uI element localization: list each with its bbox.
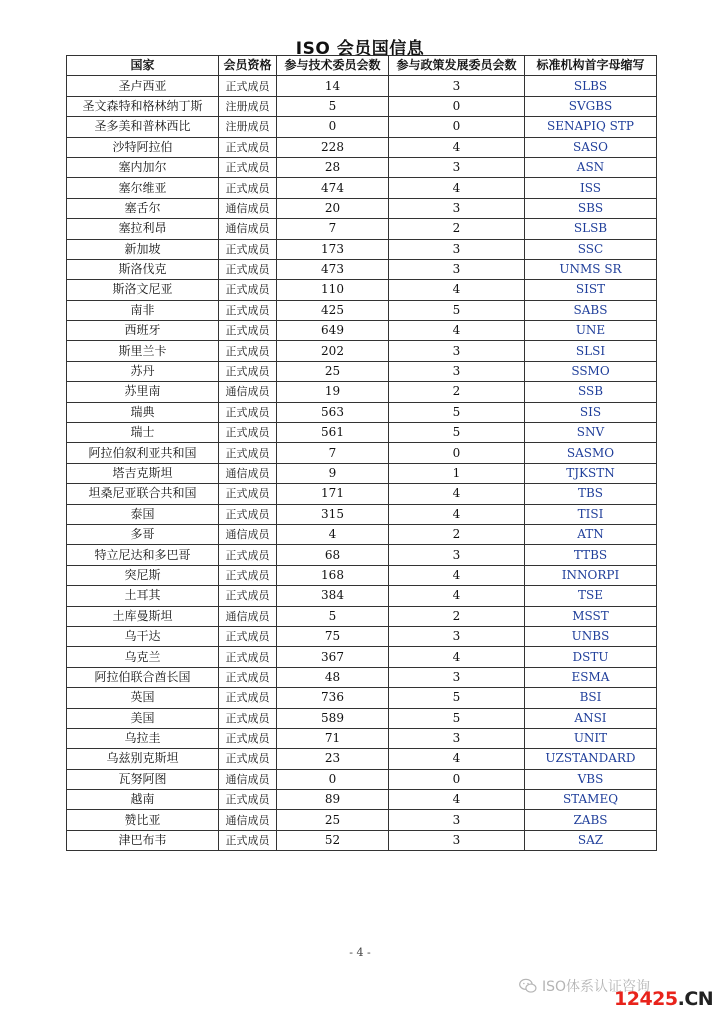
membership-cell: 正式成员 xyxy=(219,586,277,606)
technical-committees-cell: 168 xyxy=(277,565,389,585)
table-row xyxy=(67,361,657,381)
country-cell: 坦桑尼亚联合共和国 xyxy=(67,484,219,504)
country-cell: 新加坡 xyxy=(67,239,219,259)
abbreviation-cell: SIST xyxy=(525,280,657,300)
table-row xyxy=(67,178,657,198)
technical-committees-cell: 173 xyxy=(277,239,389,259)
technical-committees-cell: 23 xyxy=(277,749,389,769)
technical-committees-cell: 89 xyxy=(277,790,389,810)
membership-cell: 正式成员 xyxy=(219,259,277,279)
policy-committees-cell: 4 xyxy=(389,178,525,198)
technical-committees-cell: 589 xyxy=(277,708,389,728)
policy-committees-cell: 4 xyxy=(389,790,525,810)
membership-cell: 正式成员 xyxy=(219,178,277,198)
membership-cell: 正式成员 xyxy=(219,688,277,708)
table-row xyxy=(67,708,657,728)
membership-cell: 正式成员 xyxy=(219,443,277,463)
abbreviation-cell: UNIT xyxy=(525,728,657,748)
policy-committees-cell: 5 xyxy=(389,423,525,443)
membership-cell: 正式成员 xyxy=(219,361,277,381)
abbreviation-cell: INNORPI xyxy=(525,565,657,585)
country-cell: 塞内加尔 xyxy=(67,157,219,177)
table-row xyxy=(67,300,657,320)
technical-committees-cell: 9 xyxy=(277,463,389,483)
abbreviation-cell: SSB xyxy=(525,382,657,402)
abbreviation-cell: ESMA xyxy=(525,667,657,687)
policy-committees-cell: 4 xyxy=(389,321,525,341)
membership-cell: 正式成员 xyxy=(219,300,277,320)
country-cell: 乌兹别克斯坦 xyxy=(67,749,219,769)
abbreviation-cell: SVGBS xyxy=(525,96,657,116)
country-cell: 阿拉伯叙利亚共和国 xyxy=(67,443,219,463)
table-row xyxy=(67,280,657,300)
table-row xyxy=(67,728,657,748)
membership-cell: 通信成员 xyxy=(219,810,277,830)
table-row xyxy=(67,606,657,626)
table-row xyxy=(67,790,657,810)
membership-cell: 正式成员 xyxy=(219,280,277,300)
table-row xyxy=(67,402,657,422)
policy-committees-cell: 4 xyxy=(389,280,525,300)
abbreviation-cell: DSTU xyxy=(525,647,657,667)
membership-cell: 正式成员 xyxy=(219,137,277,157)
technical-committees-cell: 0 xyxy=(277,769,389,789)
table-row xyxy=(67,688,657,708)
membership-cell: 通信成员 xyxy=(219,463,277,483)
policy-committees-cell: 3 xyxy=(389,198,525,218)
page-number: - 4 - xyxy=(349,946,371,959)
country-cell: 斯洛文尼亚 xyxy=(67,280,219,300)
membership-cell: 正式成员 xyxy=(219,504,277,524)
membership-cell: 通信成员 xyxy=(219,219,277,239)
technical-committees-cell: 367 xyxy=(277,647,389,667)
technical-committees-cell: 171 xyxy=(277,484,389,504)
membership-cell: 通信成员 xyxy=(219,769,277,789)
country-cell: 越南 xyxy=(67,790,219,810)
header-policy-committees: 参与政策发展委员会数 xyxy=(389,56,525,76)
table-row xyxy=(67,259,657,279)
technical-committees-cell: 110 xyxy=(277,280,389,300)
table-row xyxy=(67,96,657,116)
policy-committees-cell: 5 xyxy=(389,402,525,422)
membership-cell: 正式成员 xyxy=(219,321,277,341)
policy-committees-cell: 3 xyxy=(389,667,525,687)
country-cell: 塞舌尔 xyxy=(67,198,219,218)
policy-committees-cell: 0 xyxy=(389,117,525,137)
header-membership: 会员资格 xyxy=(219,56,277,76)
country-cell: 赞比亚 xyxy=(67,810,219,830)
abbreviation-cell: UNBS xyxy=(525,626,657,646)
country-cell: 苏里南 xyxy=(67,382,219,402)
country-cell: 斯洛伐克 xyxy=(67,259,219,279)
membership-cell: 正式成员 xyxy=(219,484,277,504)
policy-committees-cell: 1 xyxy=(389,463,525,483)
table-row xyxy=(67,423,657,443)
membership-cell: 正式成员 xyxy=(219,157,277,177)
abbreviation-cell: VBS xyxy=(525,769,657,789)
table-row xyxy=(67,219,657,239)
table-body xyxy=(67,76,657,851)
header-abbreviation: 标准机构首字母缩写 xyxy=(525,56,657,76)
table-row xyxy=(67,667,657,687)
table-row xyxy=(67,810,657,830)
technical-committees-cell: 20 xyxy=(277,198,389,218)
abbreviation-cell: SSC xyxy=(525,239,657,259)
technical-committees-cell: 384 xyxy=(277,586,389,606)
technical-committees-cell: 473 xyxy=(277,259,389,279)
country-cell: 乌克兰 xyxy=(67,647,219,667)
membership-cell: 注册成员 xyxy=(219,117,277,137)
policy-committees-cell: 3 xyxy=(389,545,525,565)
table-row xyxy=(67,484,657,504)
country-cell: 斯里兰卡 xyxy=(67,341,219,361)
policy-committees-cell: 3 xyxy=(389,157,525,177)
abbreviation-cell: SIS xyxy=(525,402,657,422)
membership-cell: 正式成员 xyxy=(219,423,277,443)
country-cell: 塞拉利昂 xyxy=(67,219,219,239)
country-cell: 阿拉伯联合酋长国 xyxy=(67,667,219,687)
technical-committees-cell: 425 xyxy=(277,300,389,320)
abbreviation-cell: SAZ xyxy=(525,830,657,850)
table-row xyxy=(67,157,657,177)
table-row xyxy=(67,586,657,606)
policy-committees-cell: 3 xyxy=(389,341,525,361)
table-row xyxy=(67,463,657,483)
country-cell: 塔吉克斯坦 xyxy=(67,463,219,483)
policy-committees-cell: 3 xyxy=(389,239,525,259)
membership-cell: 正式成员 xyxy=(219,647,277,667)
abbreviation-cell: SSMO xyxy=(525,361,657,381)
header-country: 国家 xyxy=(67,56,219,76)
abbreviation-cell: SLSB xyxy=(525,219,657,239)
technical-committees-cell: 25 xyxy=(277,810,389,830)
table-row xyxy=(67,321,657,341)
country-cell: 沙特阿拉伯 xyxy=(67,137,219,157)
technical-committees-cell: 202 xyxy=(277,341,389,361)
technical-committees-cell: 0 xyxy=(277,117,389,137)
table-row xyxy=(67,239,657,259)
membership-cell: 正式成员 xyxy=(219,545,277,565)
country-cell: 突尼斯 xyxy=(67,565,219,585)
country-cell: 南非 xyxy=(67,300,219,320)
country-cell: 瑞士 xyxy=(67,423,219,443)
policy-committees-cell: 4 xyxy=(389,484,525,504)
technical-committees-cell: 48 xyxy=(277,667,389,687)
policy-committees-cell: 2 xyxy=(389,219,525,239)
country-cell: 泰国 xyxy=(67,504,219,524)
technical-committees-cell: 28 xyxy=(277,157,389,177)
membership-cell: 正式成员 xyxy=(219,708,277,728)
table-row xyxy=(67,341,657,361)
abbreviation-cell: TISI xyxy=(525,504,657,524)
abbreviation-cell: ASN xyxy=(525,157,657,177)
policy-committees-cell: 5 xyxy=(389,300,525,320)
membership-cell: 正式成员 xyxy=(219,402,277,422)
abbreviation-cell: ANSI xyxy=(525,708,657,728)
technical-committees-cell: 5 xyxy=(277,96,389,116)
technical-committees-cell: 561 xyxy=(277,423,389,443)
membership-cell: 正式成员 xyxy=(219,76,277,96)
policy-committees-cell: 5 xyxy=(389,708,525,728)
country-cell: 乌干达 xyxy=(67,626,219,646)
policy-committees-cell: 4 xyxy=(389,504,525,524)
country-cell: 圣卢西亚 xyxy=(67,76,219,96)
table-row xyxy=(67,565,657,585)
country-cell: 多哥 xyxy=(67,524,219,544)
policy-committees-cell: 3 xyxy=(389,361,525,381)
membership-cell: 正式成员 xyxy=(219,667,277,687)
technical-committees-cell: 19 xyxy=(277,382,389,402)
technical-committees-cell: 7 xyxy=(277,443,389,463)
country-cell: 苏丹 xyxy=(67,361,219,381)
table-row xyxy=(67,626,657,646)
table-row xyxy=(67,382,657,402)
abbreviation-cell: SENAPIQ STP xyxy=(525,117,657,137)
abbreviation-cell: UNMS SR xyxy=(525,259,657,279)
policy-committees-cell: 5 xyxy=(389,688,525,708)
country-cell: 瑞典 xyxy=(67,402,219,422)
country-cell: 西班牙 xyxy=(67,321,219,341)
abbreviation-cell: ATN xyxy=(525,524,657,544)
technical-committees-cell: 7 xyxy=(277,219,389,239)
table-row xyxy=(67,749,657,769)
membership-cell: 正式成员 xyxy=(219,728,277,748)
table-row xyxy=(67,524,657,544)
policy-committees-cell: 3 xyxy=(389,76,525,96)
abbreviation-cell: SABS xyxy=(525,300,657,320)
country-cell: 圣多美和普林西比 xyxy=(67,117,219,137)
technical-committees-cell: 736 xyxy=(277,688,389,708)
membership-cell: 正式成员 xyxy=(219,830,277,850)
table-row xyxy=(67,830,657,850)
technical-committees-cell: 649 xyxy=(277,321,389,341)
site-logo xyxy=(614,988,713,1010)
table-row xyxy=(67,117,657,137)
policy-committees-cell: 4 xyxy=(389,586,525,606)
policy-committees-cell: 4 xyxy=(389,749,525,769)
table-row xyxy=(67,769,657,789)
membership-cell: 正式成员 xyxy=(219,626,277,646)
table-row xyxy=(67,443,657,463)
table-row xyxy=(67,504,657,524)
policy-committees-cell: 3 xyxy=(389,830,525,850)
policy-committees-cell: 4 xyxy=(389,565,525,585)
technical-committees-cell: 25 xyxy=(277,361,389,381)
table-row xyxy=(67,647,657,667)
policy-committees-cell: 3 xyxy=(389,626,525,646)
country-cell: 圣文森特和格林纳丁斯 xyxy=(67,96,219,116)
policy-committees-cell: 3 xyxy=(389,810,525,830)
policy-committees-cell: 0 xyxy=(389,769,525,789)
policy-committees-cell: 0 xyxy=(389,443,525,463)
policy-committees-cell: 4 xyxy=(389,137,525,157)
technical-committees-cell: 563 xyxy=(277,402,389,422)
policy-committees-cell: 3 xyxy=(389,728,525,748)
membership-cell: 正式成员 xyxy=(219,565,277,585)
membership-cell: 正式成员 xyxy=(219,749,277,769)
abbreviation-cell: TBS xyxy=(525,484,657,504)
country-cell: 英国 xyxy=(67,688,219,708)
country-cell: 乌拉圭 xyxy=(67,728,219,748)
country-cell: 特立尼达和多巴哥 xyxy=(67,545,219,565)
site-logo-tld: .CN xyxy=(677,988,714,1010)
abbreviation-cell: BSI xyxy=(525,688,657,708)
country-cell: 土库曼斯坦 xyxy=(67,606,219,626)
header-technical-committees: 参与技术委员会数 xyxy=(277,56,389,76)
member-table xyxy=(66,55,657,851)
technical-committees-cell: 52 xyxy=(277,830,389,850)
table-row xyxy=(67,76,657,96)
page-title: ISO 会员国信息 xyxy=(295,39,425,59)
watermark-text: ISO体系认证咨询 xyxy=(542,979,651,995)
technical-committees-cell: 474 xyxy=(277,178,389,198)
table-row xyxy=(67,545,657,565)
table-header-row xyxy=(67,56,657,76)
membership-cell: 正式成员 xyxy=(219,239,277,259)
policy-committees-cell: 3 xyxy=(389,259,525,279)
country-cell: 土耳其 xyxy=(67,586,219,606)
table-row xyxy=(67,137,657,157)
abbreviation-cell: UNE xyxy=(525,321,657,341)
policy-committees-cell: 2 xyxy=(389,606,525,626)
abbreviation-cell: SLBS xyxy=(525,76,657,96)
abbreviation-cell: TSE xyxy=(525,586,657,606)
table-row xyxy=(67,198,657,218)
site-logo-digits: 12425 xyxy=(614,988,678,1010)
policy-committees-cell: 4 xyxy=(389,647,525,667)
abbreviation-cell: MSST xyxy=(525,606,657,626)
technical-committees-cell: 5 xyxy=(277,606,389,626)
technical-committees-cell: 4 xyxy=(277,524,389,544)
country-cell: 瓦努阿图 xyxy=(67,769,219,789)
policy-committees-cell: 2 xyxy=(389,524,525,544)
membership-cell: 通信成员 xyxy=(219,198,277,218)
abbreviation-cell: SASMO xyxy=(525,443,657,463)
membership-cell: 正式成员 xyxy=(219,341,277,361)
abbreviation-cell: UZSTANDARD xyxy=(525,749,657,769)
wechat-icon xyxy=(518,976,538,996)
country-cell: 津巴布韦 xyxy=(67,830,219,850)
abbreviation-cell: SBS xyxy=(525,198,657,218)
technical-committees-cell: 75 xyxy=(277,626,389,646)
membership-cell: 通信成员 xyxy=(219,382,277,402)
country-cell: 塞尔维亚 xyxy=(67,178,219,198)
technical-committees-cell: 71 xyxy=(277,728,389,748)
abbreviation-cell: SNV xyxy=(525,423,657,443)
technical-committees-cell: 14 xyxy=(277,76,389,96)
membership-cell: 注册成员 xyxy=(219,96,277,116)
abbreviation-cell: SLSI xyxy=(525,341,657,361)
membership-cell: 通信成员 xyxy=(219,524,277,544)
country-cell: 美国 xyxy=(67,708,219,728)
technical-committees-cell: 228 xyxy=(277,137,389,157)
abbreviation-cell: TTBS xyxy=(525,545,657,565)
abbreviation-cell: ISS xyxy=(525,178,657,198)
abbreviation-cell: TJKSTN xyxy=(525,463,657,483)
policy-committees-cell: 0 xyxy=(389,96,525,116)
abbreviation-cell: ZABS xyxy=(525,810,657,830)
abbreviation-cell: SASO xyxy=(525,137,657,157)
policy-committees-cell: 2 xyxy=(389,382,525,402)
abbreviation-cell: STAMEQ xyxy=(525,790,657,810)
technical-committees-cell: 68 xyxy=(277,545,389,565)
membership-cell: 通信成员 xyxy=(219,606,277,626)
technical-committees-cell: 315 xyxy=(277,504,389,524)
membership-cell: 正式成员 xyxy=(219,790,277,810)
